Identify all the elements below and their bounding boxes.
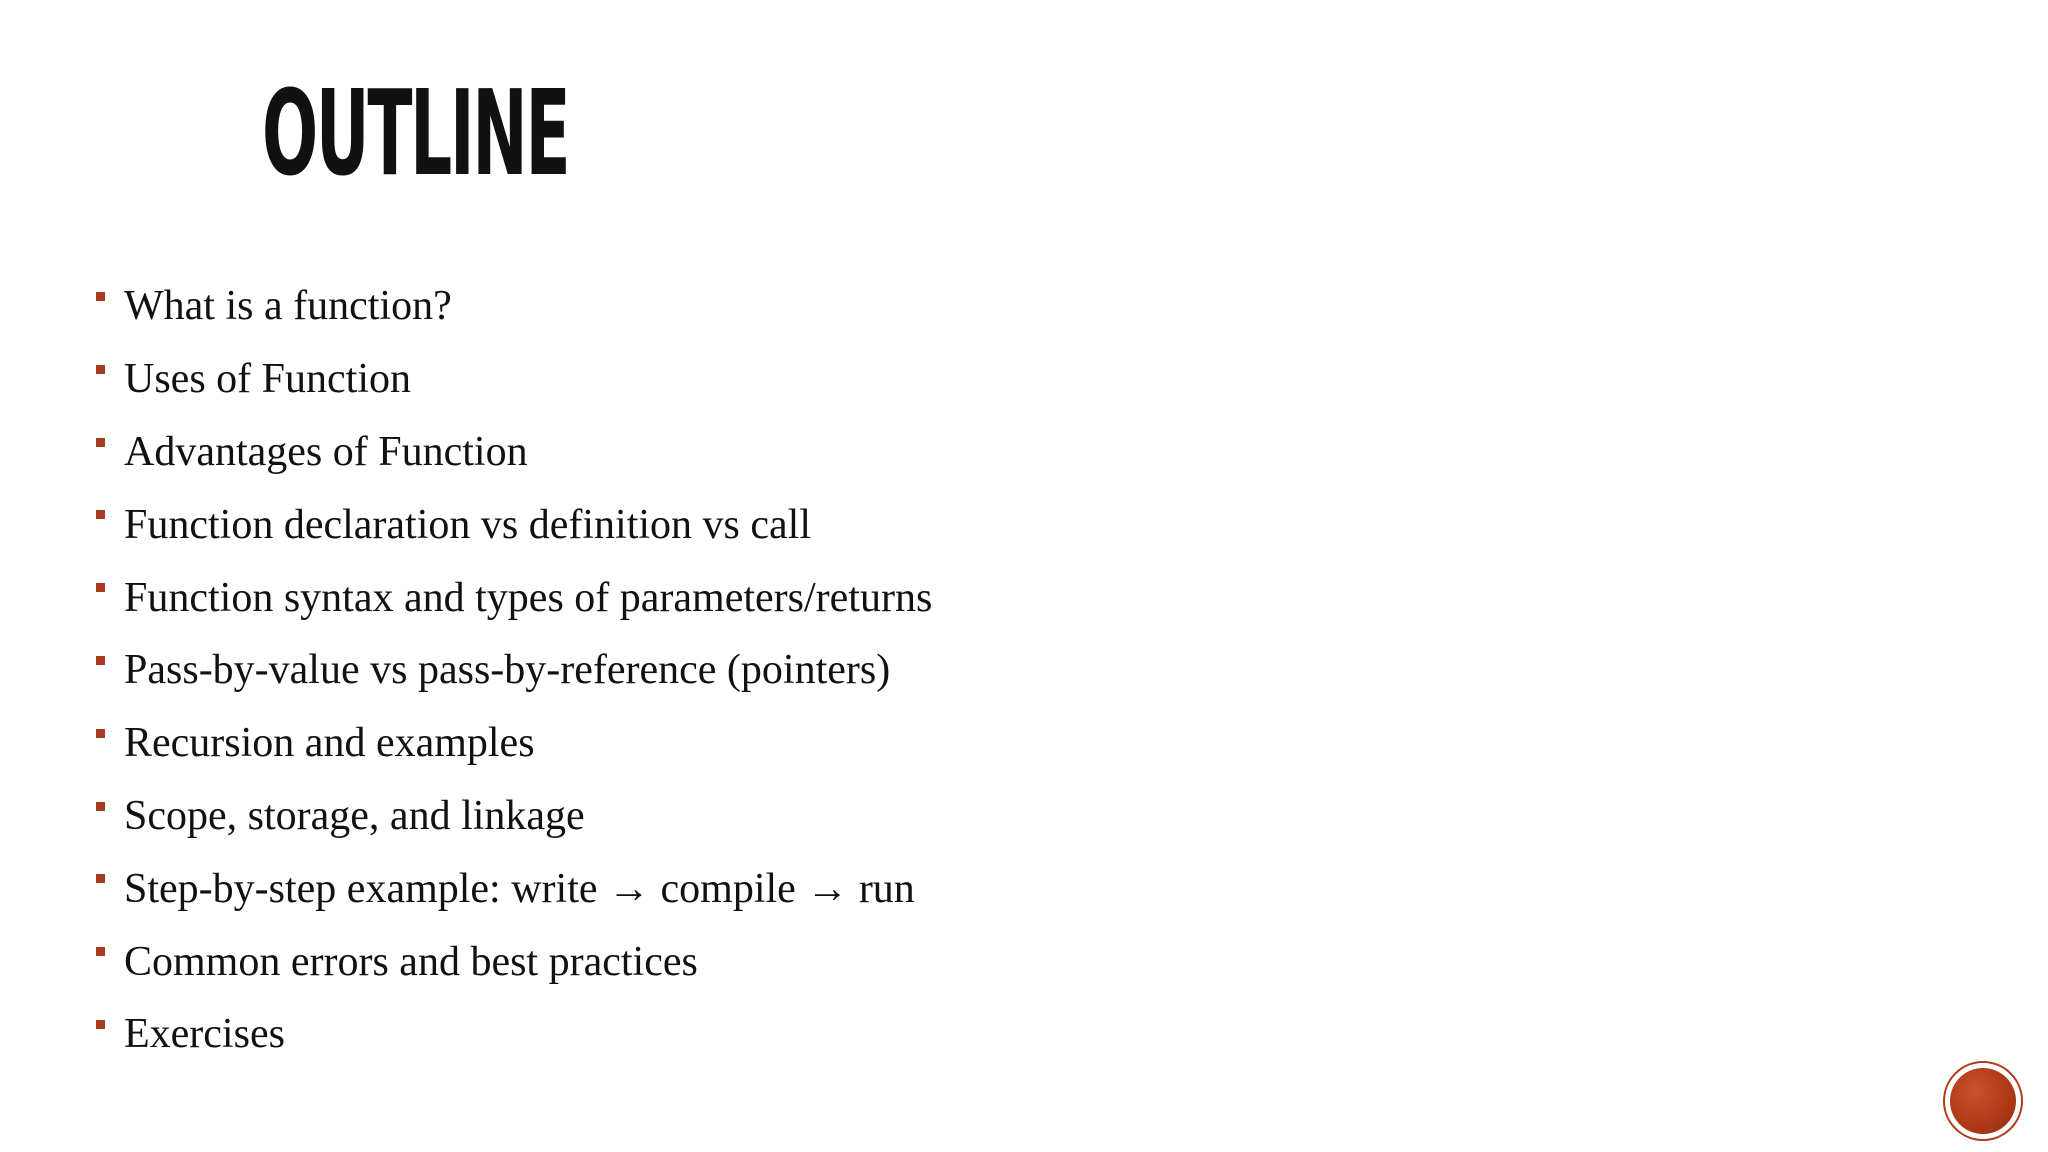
- list-item-text: What is a function?: [124, 283, 452, 330]
- square-bullet-icon: [96, 438, 105, 447]
- list-item-text: Common errors and best practices: [124, 938, 698, 985]
- list-item: [92, 634, 932, 707]
- list-item: [92, 780, 932, 853]
- list-item-text: Function syntax and types of parameters/returns: [124, 574, 933, 621]
- list-item: [92, 925, 932, 998]
- list-item: [92, 561, 932, 634]
- square-bullet-icon: [96, 729, 105, 738]
- list-item: [92, 707, 932, 780]
- circle-logo-icon: [1943, 1061, 2023, 1141]
- list-item-text: Recursion and examples: [124, 720, 535, 767]
- list-item: [92, 998, 932, 1071]
- square-bullet-icon: [96, 874, 105, 883]
- outline-list: [92, 270, 932, 1071]
- list-item-text: Function declaration vs definition vs call: [124, 501, 812, 548]
- square-bullet-icon: [96, 583, 105, 592]
- square-bullet-icon: [96, 365, 105, 374]
- square-bullet-icon: [96, 292, 105, 301]
- slide-title: OUTLINE: [262, 64, 569, 202]
- square-bullet-icon: [96, 947, 105, 956]
- square-bullet-icon: [96, 656, 105, 665]
- list-item: [92, 270, 932, 343]
- list-item-text: Scope, storage, and linkage: [124, 792, 585, 839]
- square-bullet-icon: [96, 1020, 105, 1029]
- list-item-text: Pass-by-value vs pass-by-reference (pointers): [124, 647, 891, 694]
- logo-fill: [1950, 1068, 2016, 1134]
- list-item-text: Advantages of Function: [124, 428, 528, 475]
- list-item: [92, 343, 932, 416]
- list-item-text: Exercises: [124, 1011, 285, 1058]
- list-item-text: Uses of Function: [124, 356, 411, 403]
- list-item: [92, 852, 932, 925]
- list-item: [92, 488, 932, 561]
- list-item-text: Step-by-step example: write → compile → run: [124, 865, 915, 912]
- square-bullet-icon: [96, 802, 105, 811]
- list-item: [92, 416, 932, 489]
- square-bullet-icon: [96, 510, 105, 519]
